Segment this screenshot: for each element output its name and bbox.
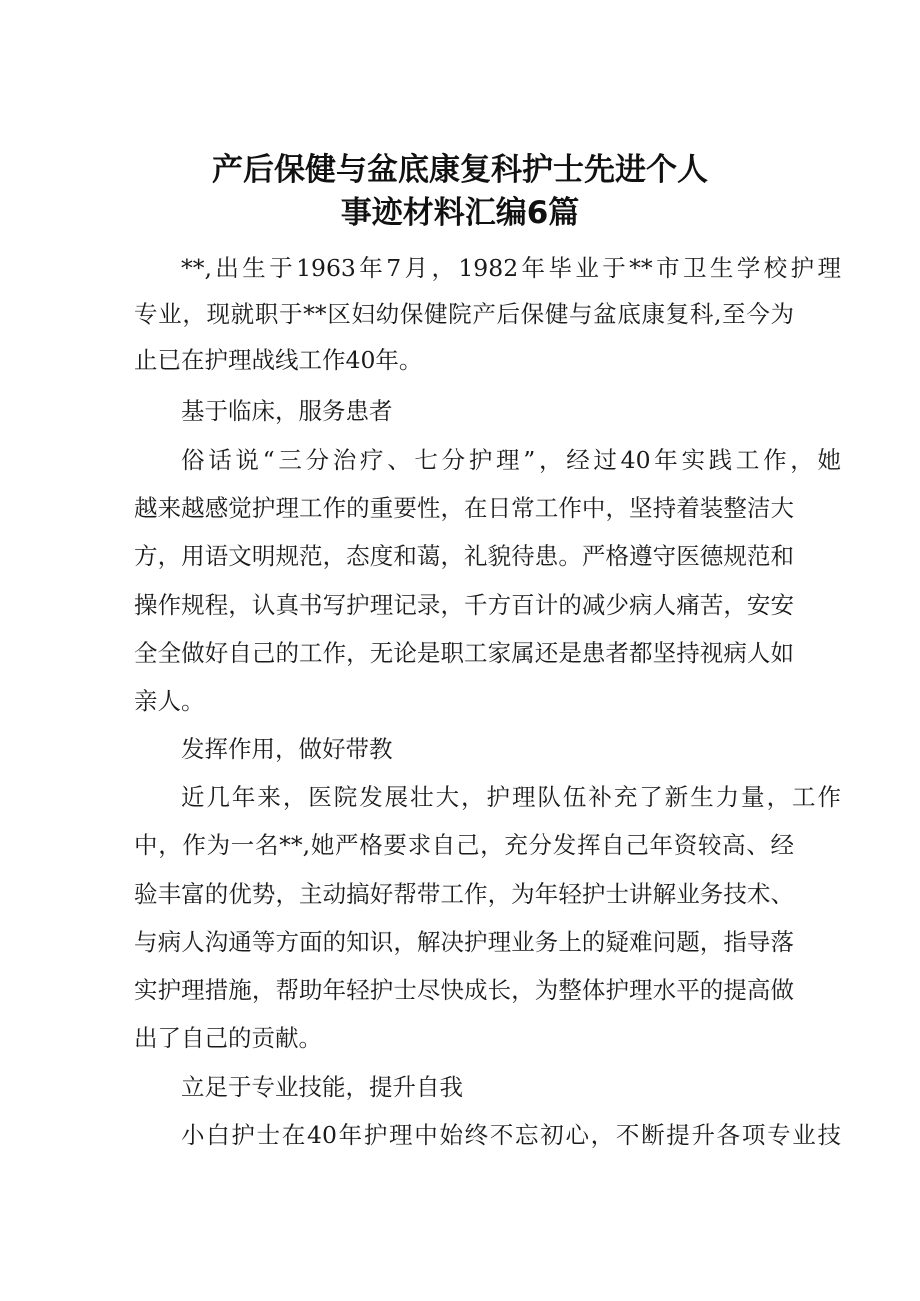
paragraph-1-line-3: 止已在护理战线工作40年。 bbox=[134, 346, 423, 374]
paragraph-3-line-4: 与病人沟通等方面的知识，解决护理业务上的疑难问题，指导落 bbox=[134, 928, 794, 956]
section-heading-clinical: 基于临床，服务患者 bbox=[181, 397, 393, 425]
paragraph-3-line-3: 验丰富的优势，主动搞好帮带工作，为年轻护士讲解业务技术、 bbox=[134, 880, 794, 908]
document-title-line-1: 产后保健与盆底康复科护士先进个人 bbox=[212, 152, 708, 188]
document-title-line-2: 事迹材料汇编6篇 bbox=[340, 195, 580, 231]
paragraph-2-line-2: 越来越感觉护理工作的重要性，在日常工作中，坚持着装整洁大 bbox=[134, 494, 794, 522]
paragraph-2-line-4: 操作规程，认真书写护理记录，千方百计的减少病人痛苦，安安 bbox=[134, 591, 794, 619]
paragraph-4-line-1: 小白护士在40年护理中始终不忘初心，不断提升各项专业技 bbox=[181, 1121, 841, 1149]
paragraph-1-line-1: **,出生于1963年7月，1982年毕业于**市卫生学校护理 bbox=[181, 254, 841, 282]
paragraph-3-line-2: 中，作为一名**,她严格要求自己，充分发挥自己年资较高、经 bbox=[134, 831, 794, 859]
paragraph-2-line-3: 方，用语文明规范，态度和蔼，礼貌待患。严格遵守医德规范和 bbox=[134, 542, 794, 570]
paragraph-3-line-1: 近几年来，医院发展壮大，护理队伍补充了新生力量，工作 bbox=[181, 783, 841, 811]
paragraph-2-line-5: 全全做好自己的工作，无论是职工家属还是患者都坚持视病人如 bbox=[134, 639, 794, 667]
paragraph-3-line-5: 实护理措施，帮助年轻护士尽快成长，为整体护理水平的提高做 bbox=[134, 976, 794, 1004]
section-heading-skills: 立足于专业技能，提升自我 bbox=[181, 1073, 463, 1101]
section-heading-teaching: 发挥作用，做好带教 bbox=[181, 735, 393, 763]
paragraph-1-line-2: 专业，现就职于**区妇幼保健院产后保健与盆底康复科,至今为 bbox=[134, 300, 794, 328]
paragraph-2-line-1: 俗话说“三分治疗、七分护理”，经过40年实践工作，她 bbox=[181, 446, 841, 474]
paragraph-3-line-6: 出了自己的贡献。 bbox=[134, 1024, 322, 1052]
paragraph-2-line-6: 亲人。 bbox=[134, 687, 205, 715]
